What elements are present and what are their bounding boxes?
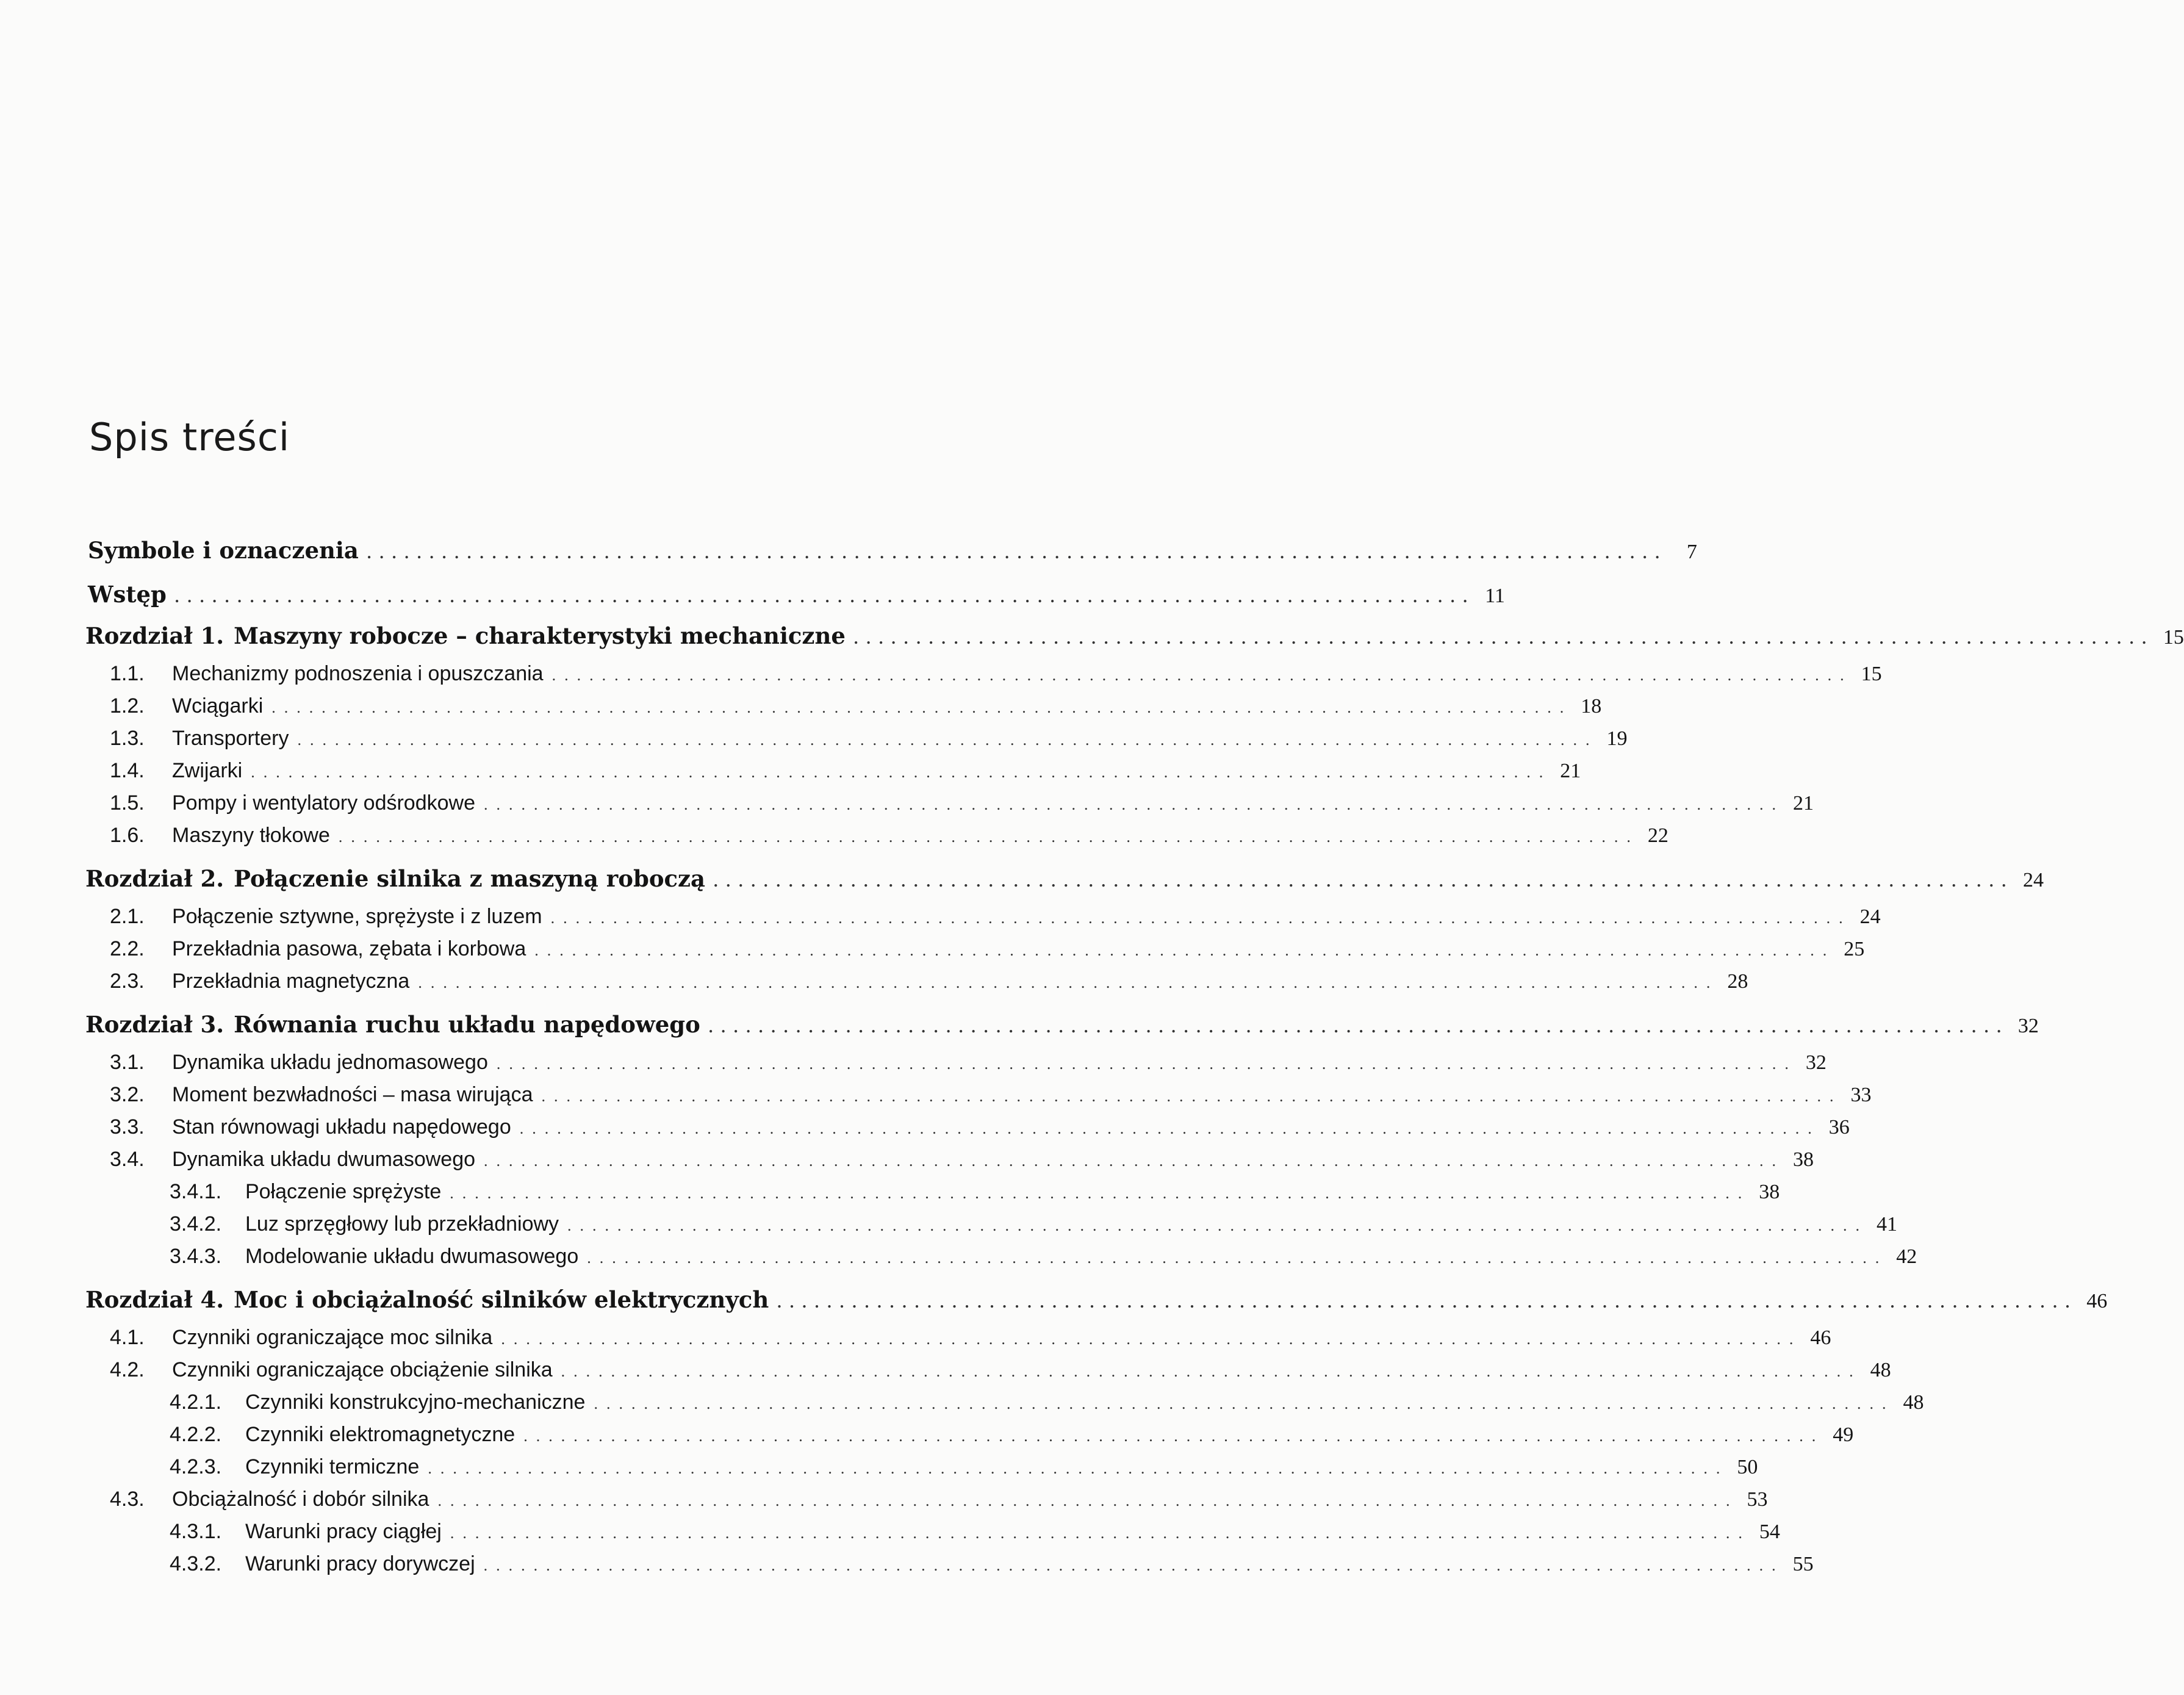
subsection-title: Modelowanie układu dwumasowego — [245, 1245, 579, 1268]
section-title: Dynamika układu jednomasowego — [172, 1051, 488, 1074]
section-title: Czynniki ograniczające moc silnika — [172, 1326, 493, 1349]
section-number: 2.1. — [110, 905, 145, 928]
chapter-title: Połączenie silnika z maszyną roboczą — [234, 865, 706, 892]
toc-subsection[interactable] — [170, 1245, 1917, 1275]
subsection-number: 4.3.1. — [170, 1520, 222, 1543]
toc-section[interactable] — [110, 970, 1748, 1000]
subsection-number: 4.2.3. — [170, 1455, 222, 1478]
section-title: Moment bezwładności – masa wirująca — [172, 1083, 533, 1106]
section-number: 4.1. — [110, 1326, 145, 1349]
section-number: 2.3. — [110, 970, 145, 993]
leader-dots: ........................................................................................................ — [271, 699, 1573, 716]
chapter-number: Rozdział 2. — [85, 865, 225, 892]
page-number: 28 — [1727, 970, 1748, 993]
section-title: Wciągarki — [172, 694, 264, 718]
section-number: 1.1. — [110, 662, 145, 685]
subsection-number: 3.4.3. — [170, 1245, 222, 1268]
leader-dots: ........................................................................................................ — [519, 1120, 1820, 1137]
section-title: Przekładnia pasowa, zębata i korbowa — [172, 937, 526, 960]
entry-label: Wstęp — [88, 581, 167, 608]
toc-section[interactable] — [110, 905, 1881, 935]
page-number: 32 — [1805, 1051, 1827, 1074]
leader-dots: ........................................................................................................ — [297, 731, 1598, 749]
subsection-title: Warunki pracy ciągłej — [245, 1520, 442, 1543]
toc-subsection[interactable] — [170, 1180, 1780, 1211]
section-number: 1.6. — [110, 824, 145, 847]
subsection-number: 4.3.2. — [170, 1552, 222, 1575]
page-number: 21 — [1560, 760, 1581, 782]
leader-dots: ........................................................................................................ — [551, 666, 1853, 684]
leader-dots: ........................................................................................................ — [561, 1362, 1862, 1380]
section-title: Pompy i wentylatory odśrodkowe — [172, 791, 476, 815]
subsection-title: Czynniki elektromagnetyczne — [245, 1423, 515, 1446]
section-number: 1.4. — [110, 759, 145, 782]
chapter-number: Rozdział 1. — [85, 622, 225, 649]
leader-dots: ........................................................................................................ — [567, 1217, 1869, 1234]
section-number: 3.1. — [110, 1051, 145, 1074]
section-title: Połączenie sztywne, sprężyste i z luzem — [172, 905, 542, 928]
leader-dots: ........................................................................................................ — [501, 1330, 1802, 1348]
toc-subsection[interactable] — [170, 1520, 1780, 1550]
subsection-title: Luz sprzęgłowy lub przekładniowy — [245, 1212, 559, 1236]
subsection-number: 4.2.1. — [170, 1391, 222, 1414]
subsection-title: Czynniki termiczne — [245, 1455, 420, 1478]
leader-dots: ........................................................................................................ — [428, 1459, 1729, 1477]
section-number: 4.2. — [110, 1358, 145, 1381]
leader-dots: ........................................................................................................ — [777, 1294, 2078, 1311]
chapter-number: Rozdział 3. — [85, 1011, 225, 1038]
leader-dots: ........................................................................................................ — [714, 873, 2015, 890]
chapter-title: Maszyny robocze – charakterystyki mechaniczne — [234, 622, 846, 649]
section-title: Maszyny tłokowe — [172, 824, 330, 847]
leader-dots: ........................................................................................................ — [523, 1427, 1825, 1445]
page-number: 54 — [1759, 1520, 1780, 1543]
leader-dots: ........................................................................................................ — [450, 1184, 1751, 1202]
leader-dots: ........................................................................................................ — [587, 1249, 1888, 1267]
page-title: Spis treści — [89, 415, 290, 459]
chapter-title: Równania ruchu układu napędowego — [234, 1011, 700, 1038]
toc-entry[interactable] — [88, 581, 1505, 611]
leader-dots: ........................................................................................................ — [174, 588, 1476, 606]
section-title: Zwijarki — [172, 759, 243, 782]
toc-chapter[interactable] — [85, 1286, 2108, 1317]
leader-dots: ........................................................................................................ — [483, 1556, 1784, 1574]
toc-section[interactable] — [110, 727, 1628, 757]
toc-section[interactable] — [110, 759, 1581, 790]
toc-section[interactable] — [110, 1115, 1850, 1146]
toc-subsection[interactable] — [170, 1391, 1924, 1421]
page-number: 7 — [1686, 541, 1697, 563]
section-number: 3.4. — [110, 1148, 145, 1171]
subsection-title: Połączenie sprężyste — [245, 1180, 442, 1203]
subsection-number: 4.2.2. — [170, 1423, 222, 1446]
toc-entry[interactable] — [88, 537, 1697, 567]
toc-section[interactable] — [110, 791, 1814, 822]
page-number: 42 — [1896, 1245, 1917, 1268]
page-number: 15 — [1861, 663, 1882, 685]
page-number: 19 — [1606, 727, 1628, 750]
toc-subsection[interactable] — [170, 1212, 1898, 1243]
leader-dots: ........................................................................................................ — [853, 630, 2155, 647]
section-title: Transportery — [172, 727, 289, 750]
page-number: 46 — [1810, 1326, 1831, 1349]
leader-dots: ........................................................................................................ — [496, 1055, 1797, 1073]
leader-dots: ........................................................................................................ — [550, 909, 1852, 927]
toc-subsection[interactable] — [170, 1423, 1854, 1453]
section-title: Przekładnia magnetyczna — [172, 970, 410, 993]
page-number: 46 — [2086, 1290, 2108, 1312]
page-number: 41 — [1877, 1213, 1898, 1236]
toc-section[interactable] — [110, 824, 1669, 854]
page-number: 24 — [1859, 905, 1881, 928]
toc-chapter[interactable] — [85, 1011, 2039, 1042]
toc-section[interactable] — [110, 1083, 1872, 1114]
page-number: 50 — [1737, 1456, 1758, 1478]
page-number: 21 — [1793, 792, 1814, 815]
chapter-title: Moc i obciążalność silników elektrycznych — [234, 1286, 769, 1313]
page-number: 36 — [1828, 1116, 1850, 1139]
page-number: 32 — [2017, 1015, 2039, 1037]
page-number: 49 — [1833, 1423, 1854, 1446]
subsection-title: Czynniki konstrukcyjno-mechaniczne — [245, 1391, 586, 1414]
toc-subsection[interactable] — [170, 1552, 1814, 1583]
page-number: 48 — [1870, 1359, 1891, 1381]
leader-dots: ........................................................................................................ — [541, 1087, 1842, 1105]
leader-dots: ........................................................................................................ — [484, 796, 1785, 813]
entry-label: Symbole i oznaczenia — [88, 537, 359, 564]
toc-subsection[interactable] — [170, 1455, 1758, 1486]
toc-section[interactable] — [110, 1358, 1891, 1389]
section-number: 1.3. — [110, 727, 145, 750]
leader-dots: ........................................................................................................ — [534, 941, 1836, 959]
leader-dots: ........................................................................................................ — [338, 828, 1639, 846]
page-number: 53 — [1747, 1488, 1768, 1511]
toc-chapter[interactable] — [85, 622, 2184, 653]
section-title: Czynniki ograniczające obciążenie silnika — [172, 1358, 553, 1381]
toc-section[interactable] — [110, 1051, 1827, 1081]
toc-section[interactable] — [110, 1488, 1768, 1518]
page-number: 38 — [1759, 1181, 1780, 1203]
toc-section[interactable] — [110, 694, 1602, 725]
leader-dots: ........................................................................................................ — [450, 1524, 1751, 1542]
page-number: 18 — [1581, 695, 1602, 718]
toc-section[interactable] — [110, 1148, 1814, 1178]
toc-section[interactable] — [110, 662, 1882, 693]
toc-section[interactable] — [110, 937, 1865, 968]
page-number: 22 — [1647, 824, 1669, 847]
page-number: 11 — [1485, 585, 1505, 607]
page-number: 33 — [1850, 1084, 1872, 1106]
section-title: Mechanizmy podnoszenia i opuszczania — [172, 662, 544, 685]
section-number: 1.5. — [110, 791, 145, 815]
subsection-number: 3.4.2. — [170, 1212, 222, 1236]
section-number: 1.2. — [110, 694, 145, 718]
leader-dots: ........................................................................................................ — [708, 1018, 2010, 1036]
leader-dots: ........................................................................................................ — [484, 1152, 1785, 1170]
page-number: 55 — [1792, 1553, 1814, 1575]
leader-dots: ........................................................................................................ — [251, 763, 1552, 781]
section-number: 2.2. — [110, 937, 145, 960]
section-title: Stan równowagi układu napędowego — [172, 1115, 511, 1139]
section-number: 3.3. — [110, 1115, 145, 1139]
page-number: 38 — [1793, 1148, 1814, 1171]
chapter-number: Rozdział 4. — [85, 1286, 225, 1313]
leader-dots: ........................................................................................................ — [418, 974, 1719, 991]
leader-dots: ........................................................................................................ — [367, 544, 1668, 562]
subsection-title: Warunki pracy dorywczej — [245, 1552, 475, 1575]
page-number: 24 — [2023, 869, 2044, 891]
leader-dots: ........................................................................................................ — [594, 1395, 1895, 1412]
toc-chapter[interactable] — [85, 865, 2044, 896]
page-number: 48 — [1903, 1391, 1924, 1414]
section-title: Dynamika układu dwumasowego — [172, 1148, 476, 1171]
toc-section[interactable] — [110, 1326, 1831, 1356]
subsection-number: 3.4.1. — [170, 1180, 222, 1203]
section-number: 3.2. — [110, 1083, 145, 1106]
leader-dots: ........................................................................................................ — [437, 1492, 1739, 1510]
page-number: 25 — [1844, 938, 1865, 960]
section-number: 4.3. — [110, 1488, 145, 1511]
page-number: 15 — [2163, 626, 2184, 649]
section-title: Obciążalność i dobór silnika — [172, 1488, 429, 1511]
